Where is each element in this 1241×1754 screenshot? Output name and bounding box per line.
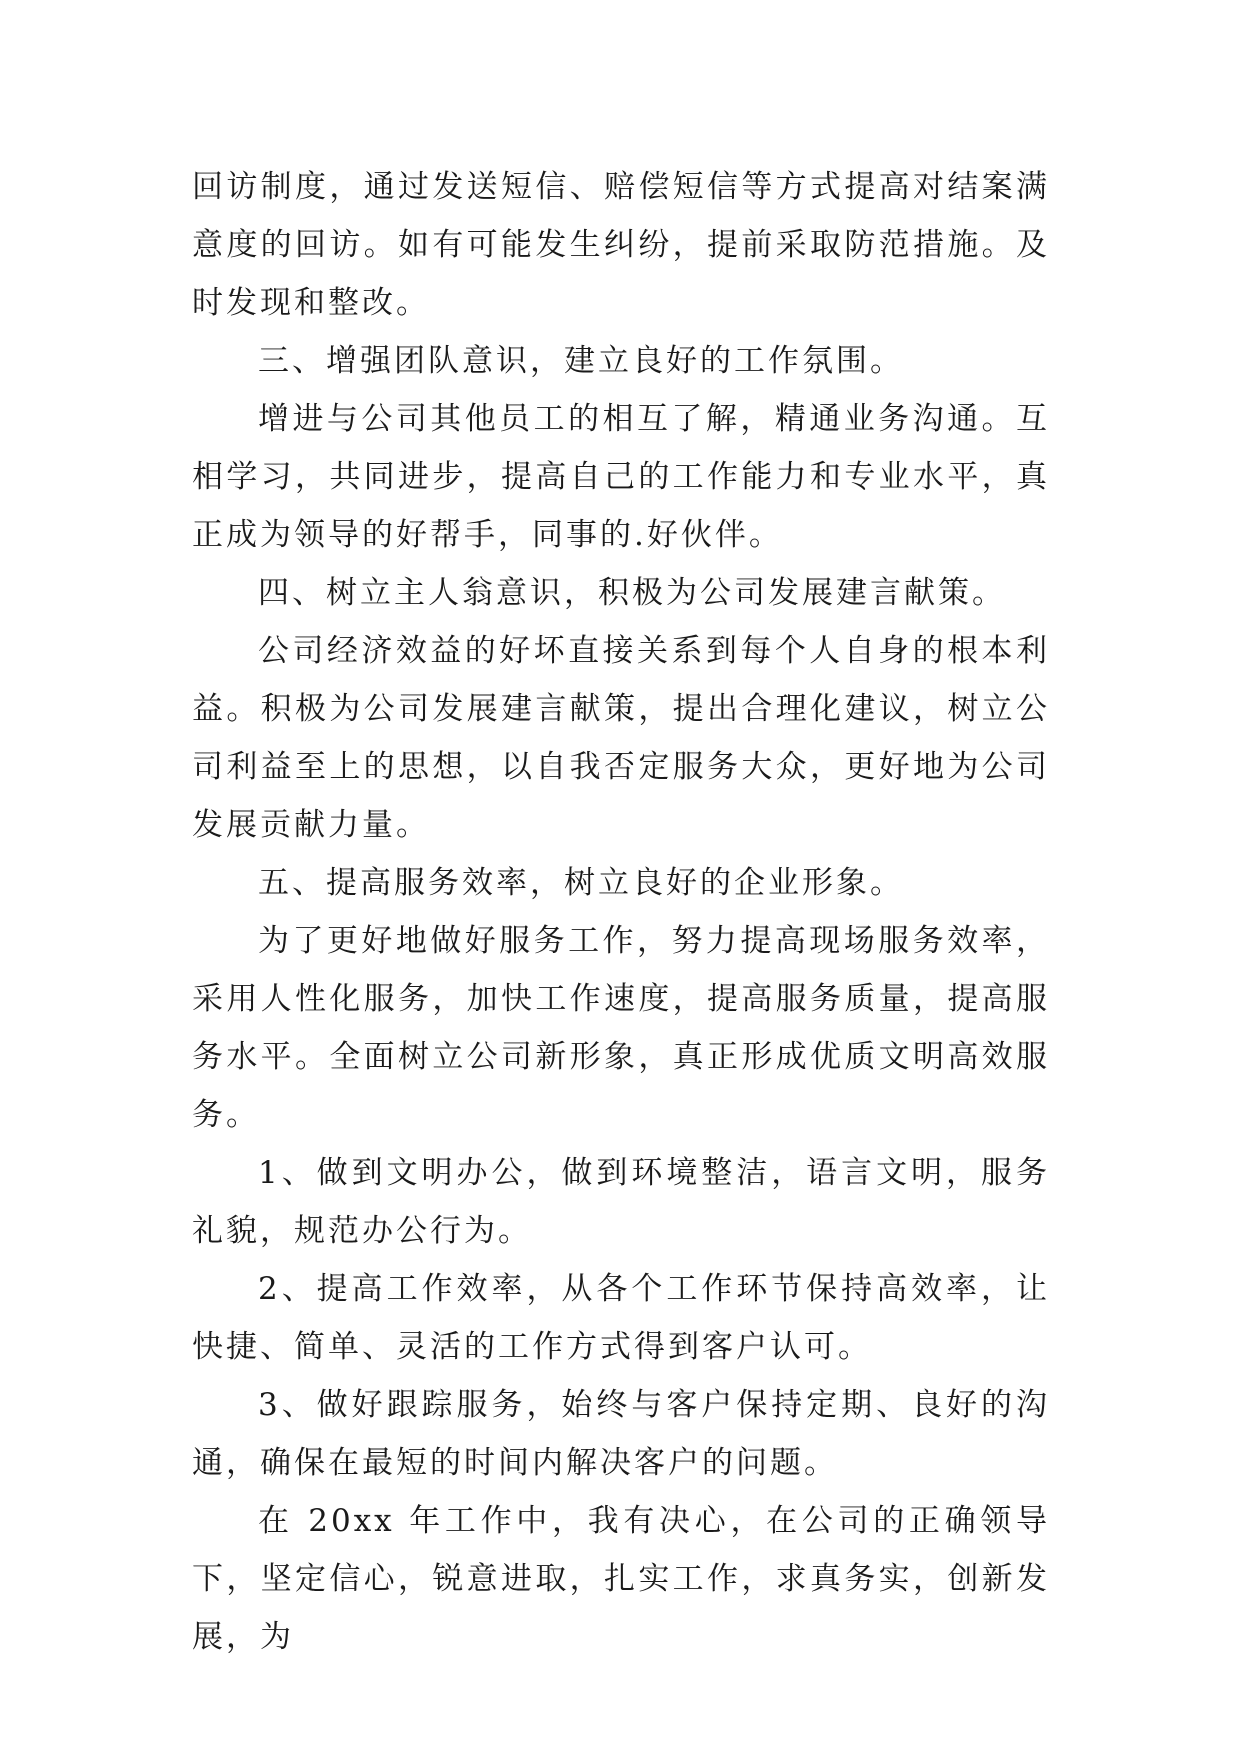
list-item-1: 1、做到文明办公，做到环境整洁，语言文明，服务礼貌，规范办公行为。 xyxy=(192,1155,1050,1249)
section-heading-5: 五、提高服务效率，树立良好的企业形象。 xyxy=(258,865,904,901)
section-heading-4: 四、树立主人翁意识，积极为公司发展建言献策。 xyxy=(258,575,1006,611)
paragraph-1: 回访制度，通过发送短信、赔偿短信等方式提高对结案满意度的回访。如有可能发生纠纷，提前采取防范措施。及时发现和整改。 xyxy=(192,169,1050,321)
paragraph-4: 为了更好地做好服务工作，努力提高现场服务效率，采用人性化服务，加快工作速度，提高服务质量，提高服务水平。全面树立公司新形象，真正形成优质文明高效服务。 xyxy=(192,923,1050,1133)
document-body xyxy=(192,158,1050,1666)
list-item-2: 2、提高工作效率，从各个工作环节保持高效率，让快捷、简单、灵活的工作方式得到客户认可。 xyxy=(192,1271,1050,1365)
section-heading-3: 三、增强团队意识，建立良好的工作氛围。 xyxy=(258,343,904,379)
paragraph-2: 增进与公司其他员工的相互了解，精通业务沟通。互相学习，共同进步，提高自己的工作能力和专业水平，真正成为领导的好帮手，同事的.好伙伴。 xyxy=(192,401,1050,553)
list-item-3: 3、做好跟踪服务，始终与客户保持定期、良好的沟通，确保在最短的时间内解决客户的问题。 xyxy=(192,1387,1050,1481)
paragraph-5: 在 20xx 年工作中，我有决心，在公司的正确领导下，坚定信心，锐意进取，扎实工作，求真务实，创新发展，为 xyxy=(192,1503,1050,1655)
paragraph-3: 公司经济效益的好坏直接关系到每个人自身的根本利益。积极为公司发展建言献策，提出合理化建议，树立公司利益至上的思想，以自我否定服务大众，更好地为公司发展贡献力量。 xyxy=(192,633,1050,843)
